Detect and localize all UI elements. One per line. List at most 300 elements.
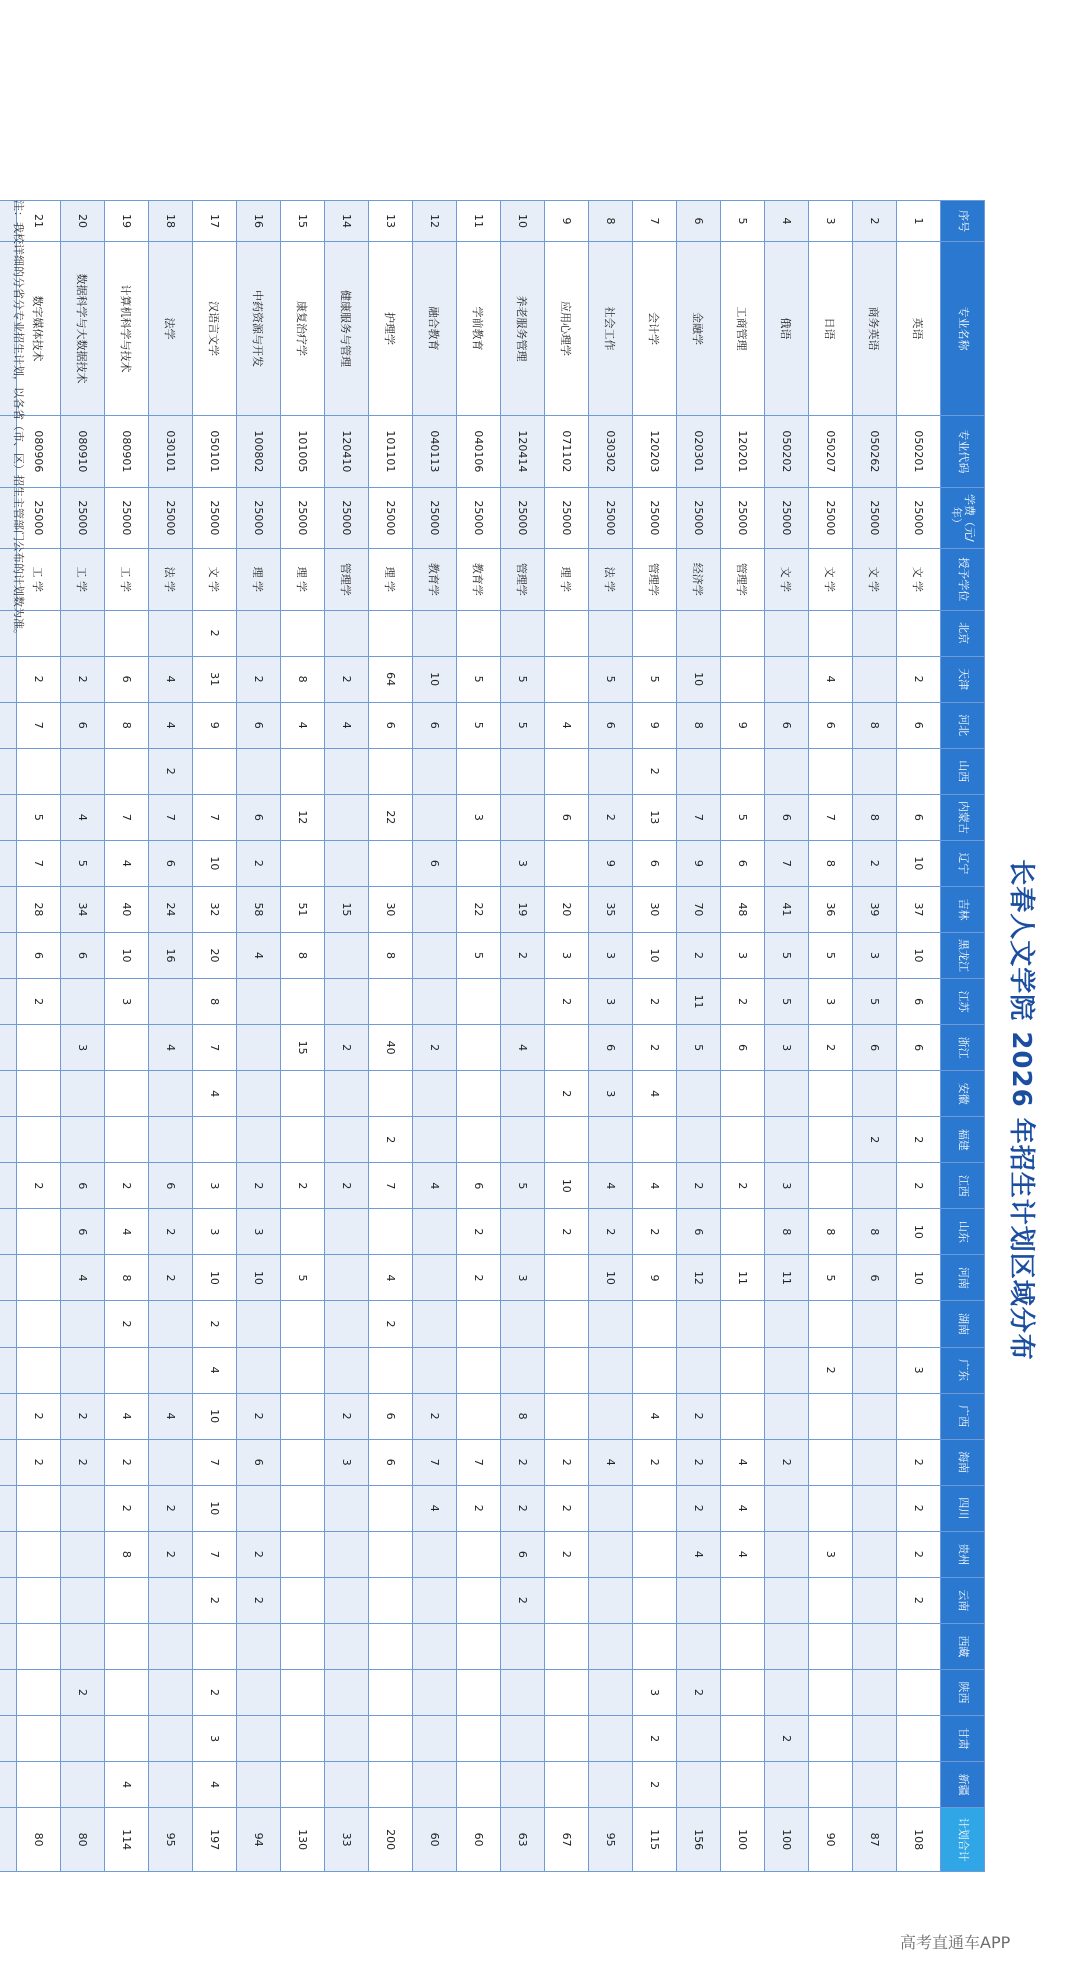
table-cell: 4 xyxy=(149,656,193,702)
table-cell xyxy=(633,1301,677,1347)
table-cell: 2 xyxy=(853,840,897,886)
table-cell: 4 xyxy=(545,702,589,748)
plan-total-cell: 33 xyxy=(325,1808,369,1872)
table-cell xyxy=(633,610,677,656)
table-cell xyxy=(237,1762,281,1808)
table-cell: 10 xyxy=(237,1255,281,1301)
table-cell xyxy=(677,1577,721,1623)
table-cell: 25000 xyxy=(369,487,413,548)
table-cell xyxy=(237,748,281,794)
table-cell: 理 学 xyxy=(237,549,281,610)
table-cell xyxy=(413,1623,457,1669)
table-cell xyxy=(325,1255,369,1301)
table-cell: 9 xyxy=(633,702,677,748)
table-cell: 6 xyxy=(897,979,941,1025)
table-cell: 2 xyxy=(633,1439,677,1485)
table-cell: 10 xyxy=(589,1255,633,1301)
column-header: 海南 xyxy=(941,1439,985,1485)
table-cell: 31 xyxy=(193,656,237,702)
table-cell xyxy=(853,1439,897,1485)
table-cell xyxy=(721,1623,765,1669)
major-name-cell: 工商管理 xyxy=(721,241,765,415)
table-cell: 2 xyxy=(765,1716,809,1762)
table-cell xyxy=(809,1071,853,1117)
column-header: 福建 xyxy=(941,1117,985,1163)
table-cell xyxy=(0,1071,17,1117)
table-cell: 文 学 xyxy=(193,549,237,610)
plan-total-cell: 87 xyxy=(853,1808,897,1872)
table-row xyxy=(105,201,149,1872)
table-cell: 6 xyxy=(369,1393,413,1439)
table-cell xyxy=(809,1485,853,1531)
table-cell xyxy=(589,1623,633,1669)
table-cell: 2 xyxy=(105,1439,149,1485)
table-cell xyxy=(501,1347,545,1393)
table-cell xyxy=(17,748,61,794)
table-cell xyxy=(237,1623,281,1669)
table-cell xyxy=(61,979,105,1025)
major-name-cell: 汉语言文学 xyxy=(193,241,237,415)
table-cell xyxy=(325,1531,369,1577)
table-cell xyxy=(281,1577,325,1623)
table-cell xyxy=(413,1531,457,1577)
table-cell xyxy=(61,1623,105,1669)
table-cell: 4 xyxy=(237,932,281,978)
table-cell: 3 xyxy=(853,932,897,978)
table-cell xyxy=(457,1716,501,1762)
table-cell: 5 xyxy=(809,1255,853,1301)
table-cell: 10 xyxy=(193,1255,237,1301)
table-cell: 8 xyxy=(105,1531,149,1577)
table-cell xyxy=(281,840,325,886)
table-cell: 8 xyxy=(809,1209,853,1255)
table-cell: 25000 xyxy=(61,487,105,548)
table-cell: 8 xyxy=(105,702,149,748)
table-cell: 25000 xyxy=(457,487,501,548)
table-cell: 4 xyxy=(721,1485,765,1531)
table-cell xyxy=(0,1255,17,1301)
table-cell: 6 xyxy=(809,702,853,748)
table-cell: 2 xyxy=(897,656,941,702)
table-cell xyxy=(325,932,369,978)
table-cell: 2 xyxy=(897,1117,941,1163)
table-cell: 080906 xyxy=(17,416,61,488)
table-cell: 11 xyxy=(677,979,721,1025)
table-cell: 10 xyxy=(193,1485,237,1531)
table-cell: 6 xyxy=(897,1025,941,1071)
table-cell: 3 xyxy=(589,979,633,1025)
table-cell: 4 xyxy=(633,1393,677,1439)
table-cell: 9 xyxy=(677,840,721,886)
table-cell xyxy=(809,1762,853,1808)
table-cell: 10 xyxy=(501,201,545,242)
table-cell xyxy=(149,1301,193,1347)
table-cell: 58 xyxy=(237,886,281,932)
table-cell: 4 xyxy=(633,1163,677,1209)
table-cell: 3 xyxy=(589,932,633,978)
table-cell xyxy=(809,1623,853,1669)
table-cell xyxy=(721,1117,765,1163)
table-cell xyxy=(853,748,897,794)
table-cell xyxy=(0,979,17,1025)
table-cell xyxy=(61,1485,105,1531)
table-cell xyxy=(633,1577,677,1623)
table-cell: 6 xyxy=(237,1439,281,1485)
table-cell: 25000 xyxy=(325,487,369,548)
table-cell: 25000 xyxy=(809,487,853,548)
table-row xyxy=(633,201,677,1872)
table-cell xyxy=(457,1117,501,1163)
table-cell: 2 xyxy=(457,1255,501,1301)
table-cell xyxy=(413,794,457,840)
table-cell: 3 xyxy=(633,1669,677,1715)
table-cell: 25000 xyxy=(545,487,589,548)
table-cell xyxy=(0,1669,17,1715)
table-cell: 7 xyxy=(633,201,677,242)
table-cell xyxy=(721,1301,765,1347)
table-cell: 040106 xyxy=(457,416,501,488)
table-row xyxy=(281,201,325,1872)
table-cell: 3 xyxy=(237,1209,281,1255)
table-cell: 20 xyxy=(545,886,589,932)
table-cell xyxy=(281,748,325,794)
table-cell: 19 xyxy=(105,201,149,242)
table-cell: 4 xyxy=(721,1531,765,1577)
table-cell xyxy=(853,1531,897,1577)
table-cell xyxy=(545,1025,589,1071)
table-cell: 080901 xyxy=(105,416,149,488)
table-cell xyxy=(501,1117,545,1163)
column-header: 吉林 xyxy=(941,886,985,932)
table-cell: 4 xyxy=(501,1025,545,1071)
table-cell: 管理学 xyxy=(633,549,677,610)
table-cell xyxy=(809,1577,853,1623)
table-cell xyxy=(325,610,369,656)
table-cell xyxy=(17,1209,61,1255)
table-cell xyxy=(633,1485,677,1531)
table-cell: 36 xyxy=(809,886,853,932)
table-cell: 工 学 xyxy=(105,549,149,610)
table-cell: 2 xyxy=(633,748,677,794)
table-cell xyxy=(545,610,589,656)
table-cell xyxy=(0,748,17,794)
table-cell xyxy=(545,1301,589,1347)
table-cell xyxy=(501,748,545,794)
table-cell: 8 xyxy=(281,656,325,702)
table-cell xyxy=(369,1071,413,1117)
table-cell xyxy=(281,1531,325,1577)
table-cell xyxy=(589,1531,633,1577)
table-cell: 3 xyxy=(809,1531,853,1577)
table-cell: 25000 xyxy=(853,487,897,548)
table-cell xyxy=(149,1716,193,1762)
table-cell xyxy=(149,979,193,1025)
table-cell: 2 xyxy=(897,1439,941,1485)
table-cell: 6 xyxy=(61,1163,105,1209)
column-header: 贵州 xyxy=(941,1531,985,1577)
table-cell xyxy=(149,610,193,656)
table-cell: 7 xyxy=(677,794,721,840)
table-cell: 6 xyxy=(853,1255,897,1301)
table-cell xyxy=(457,1623,501,1669)
plan-total-cell: 94 xyxy=(237,1808,281,1872)
table-cell: 9 xyxy=(721,702,765,748)
table-cell xyxy=(809,610,853,656)
table-cell: 4 xyxy=(281,702,325,748)
table-cell xyxy=(809,1716,853,1762)
table-cell: 10 xyxy=(897,1209,941,1255)
table-cell xyxy=(105,1117,149,1163)
table-cell xyxy=(281,1301,325,1347)
page-title: 长春人文学院 2026 年招生计划区域分布 xyxy=(1006,859,1036,1361)
table-cell xyxy=(0,1716,17,1762)
table-cell: 5 xyxy=(61,840,105,886)
table-cell xyxy=(17,1716,61,1762)
table-cell xyxy=(853,1762,897,1808)
table-cell: 8 xyxy=(105,1255,149,1301)
table-cell: 管理学 xyxy=(501,549,545,610)
table-cell: 8 xyxy=(853,702,897,748)
table-cell: 6 xyxy=(589,702,633,748)
table-header-row xyxy=(941,201,985,1872)
table-cell: 11 xyxy=(765,1255,809,1301)
plan-total-cell: 67 xyxy=(545,1808,589,1872)
table-row xyxy=(457,201,501,1872)
table-cell: 2 xyxy=(61,1439,105,1485)
table-cell: 35 xyxy=(589,886,633,932)
table-cell xyxy=(721,1393,765,1439)
major-name-cell: 学前教育 xyxy=(457,241,501,415)
table-cell xyxy=(677,1071,721,1117)
table-cell xyxy=(853,656,897,702)
table-cell: 10 xyxy=(193,840,237,886)
table-cell xyxy=(589,610,633,656)
plan-total-cell: 80 xyxy=(17,1808,61,1872)
table-cell: 2 xyxy=(633,979,677,1025)
table-cell: 法 学 xyxy=(589,549,633,610)
table-cell: 25000 xyxy=(281,487,325,548)
table-cell xyxy=(325,1716,369,1762)
table-cell xyxy=(61,748,105,794)
table-cell: 120410 xyxy=(325,416,369,488)
table-cell xyxy=(589,1301,633,1347)
table-cell: 2 xyxy=(325,656,369,702)
table-cell: 25000 xyxy=(677,487,721,548)
table-cell: 2 xyxy=(501,1439,545,1485)
table-cell: 2 xyxy=(633,1025,677,1071)
table-cell xyxy=(853,1716,897,1762)
table-cell: 3 xyxy=(809,979,853,1025)
table-cell: 20 xyxy=(61,201,105,242)
table-cell: 3 xyxy=(457,794,501,840)
table-cell: 34 xyxy=(61,886,105,932)
plan-total-cell: 100 xyxy=(721,1808,765,1872)
table-cell xyxy=(721,748,765,794)
table-cell xyxy=(369,1623,413,1669)
table-cell xyxy=(765,1117,809,1163)
table-cell: 030302 xyxy=(589,416,633,488)
table-cell xyxy=(897,1301,941,1347)
table-cell: 2 xyxy=(501,932,545,978)
table-cell xyxy=(281,1209,325,1255)
table-cell xyxy=(457,840,501,886)
table-cell: 4 xyxy=(105,1393,149,1439)
table-cell xyxy=(237,979,281,1025)
table-cell: 10 xyxy=(545,1163,589,1209)
table-cell xyxy=(0,1025,17,1071)
table-cell: 文 学 xyxy=(897,549,941,610)
table-cell: 2 xyxy=(105,1301,149,1347)
column-header: 新疆 xyxy=(941,1762,985,1808)
major-name-cell: 计算机科学与技术 xyxy=(105,241,149,415)
column-header: 安徽 xyxy=(941,1071,985,1117)
column-header: 陕西 xyxy=(941,1669,985,1715)
table-cell: 5 xyxy=(677,1025,721,1071)
table-cell: 2 xyxy=(105,1163,149,1209)
table-cell xyxy=(457,1071,501,1117)
table-cell xyxy=(897,1762,941,1808)
table-cell xyxy=(457,1025,501,1071)
major-name-cell: 商务英语 xyxy=(853,241,897,415)
table-cell: 14 xyxy=(325,201,369,242)
footnote: 注：我校详细的分省分专业招生计划，以各省（市、区）招生主管部门公布的计划数为准。 xyxy=(12,200,25,640)
table-cell: 4 xyxy=(193,1347,237,1393)
table-cell xyxy=(457,1762,501,1808)
table-cell: 5 xyxy=(501,1163,545,1209)
table-row xyxy=(325,201,369,1872)
table-cell: 4 xyxy=(413,1163,457,1209)
major-name-cell: 健康服务与管理 xyxy=(325,241,369,415)
table-cell xyxy=(765,1762,809,1808)
column-header: 山西 xyxy=(941,748,985,794)
table-cell: 4 xyxy=(149,702,193,748)
table-cell: 3 xyxy=(501,840,545,886)
table-cell: 41 xyxy=(765,886,809,932)
table-cell xyxy=(897,1623,941,1669)
column-header: 序号 xyxy=(941,201,985,242)
table-cell: 30 xyxy=(633,886,677,932)
table-cell: 5 xyxy=(853,979,897,1025)
table-cell: 2 xyxy=(193,1577,237,1623)
table-cell xyxy=(589,1577,633,1623)
table-cell: 6 xyxy=(765,702,809,748)
table-cell: 2 xyxy=(897,1577,941,1623)
table-cell: 37 xyxy=(897,886,941,932)
table-cell xyxy=(61,1347,105,1393)
table-cell xyxy=(589,1117,633,1163)
table-cell xyxy=(545,1669,589,1715)
table-cell: 7 xyxy=(105,794,149,840)
table-cell xyxy=(281,1439,325,1485)
table-cell: 7 xyxy=(17,702,61,748)
table-row xyxy=(589,201,633,1872)
table-cell: 6 xyxy=(589,1025,633,1071)
table-cell xyxy=(589,1669,633,1715)
table-cell xyxy=(721,1347,765,1393)
table-cell xyxy=(457,979,501,1025)
table-cell xyxy=(897,1669,941,1715)
table-cell xyxy=(853,1623,897,1669)
table-cell xyxy=(0,1393,17,1439)
table-cell: 工 学 xyxy=(17,549,61,610)
table-cell: 7 xyxy=(457,1439,501,1485)
table-cell: 6 xyxy=(677,201,721,242)
table-cell xyxy=(853,1393,897,1439)
table-cell xyxy=(369,1485,413,1531)
table-cell xyxy=(105,1071,149,1117)
table-cell: 2 xyxy=(721,1163,765,1209)
column-header: 西藏 xyxy=(941,1623,985,1669)
table-cell xyxy=(809,1393,853,1439)
table-cell xyxy=(413,1071,457,1117)
table-cell xyxy=(17,1485,61,1531)
table-cell xyxy=(149,1762,193,1808)
table-cell: 15 xyxy=(325,886,369,932)
table-cell: 8 xyxy=(589,201,633,242)
table-cell: 7 xyxy=(193,794,237,840)
table-cell xyxy=(721,1209,765,1255)
table-cell xyxy=(17,1347,61,1393)
table-cell: 080910 xyxy=(61,416,105,488)
table-cell: 24 xyxy=(149,886,193,932)
table-cell xyxy=(149,1117,193,1163)
table-cell xyxy=(105,1025,149,1071)
table-cell: 工 学 xyxy=(61,549,105,610)
column-header: 辽宁 xyxy=(941,840,985,886)
table-cell: 120201 xyxy=(721,416,765,488)
table-cell xyxy=(457,610,501,656)
table-cell xyxy=(17,1531,61,1577)
table-cell: 5 xyxy=(809,932,853,978)
table-cell: 4 xyxy=(369,1255,413,1301)
table-cell: 2 xyxy=(589,1209,633,1255)
table-cell: 20 xyxy=(193,932,237,978)
table-cell: 6 xyxy=(369,702,413,748)
table-cell xyxy=(61,1577,105,1623)
table-cell xyxy=(897,1716,941,1762)
table-cell: 3 xyxy=(897,1347,941,1393)
table-cell: 3 xyxy=(545,932,589,978)
table-row xyxy=(721,201,765,1872)
table-cell: 6 xyxy=(501,1531,545,1577)
table-cell: 48 xyxy=(721,886,765,932)
table-cell xyxy=(501,1762,545,1808)
table-cell: 2 xyxy=(457,1209,501,1255)
table-cell xyxy=(325,1347,369,1393)
plan-total-cell: 115 xyxy=(633,1808,677,1872)
table-cell: 4 xyxy=(677,1531,721,1577)
table-cell xyxy=(17,1623,61,1669)
table-cell xyxy=(149,1669,193,1715)
table-cell xyxy=(237,1117,281,1163)
table-cell xyxy=(0,1301,17,1347)
major-name-cell: 养老服务管理 xyxy=(501,241,545,415)
table-cell xyxy=(105,1577,149,1623)
table-cell xyxy=(765,610,809,656)
table-cell xyxy=(545,1762,589,1808)
table-cell xyxy=(281,1716,325,1762)
table-cell: 5 xyxy=(721,201,765,242)
table-cell: 64 xyxy=(369,656,413,702)
table-cell: 4 xyxy=(809,656,853,702)
table-cell: 2 xyxy=(413,1025,457,1071)
table-cell: 25000 xyxy=(17,487,61,548)
table-cell: 3 xyxy=(61,1025,105,1071)
table-cell: 25000 xyxy=(193,487,237,548)
table-cell xyxy=(237,1071,281,1117)
table-cell: 40 xyxy=(105,886,149,932)
table-cell xyxy=(501,1669,545,1715)
